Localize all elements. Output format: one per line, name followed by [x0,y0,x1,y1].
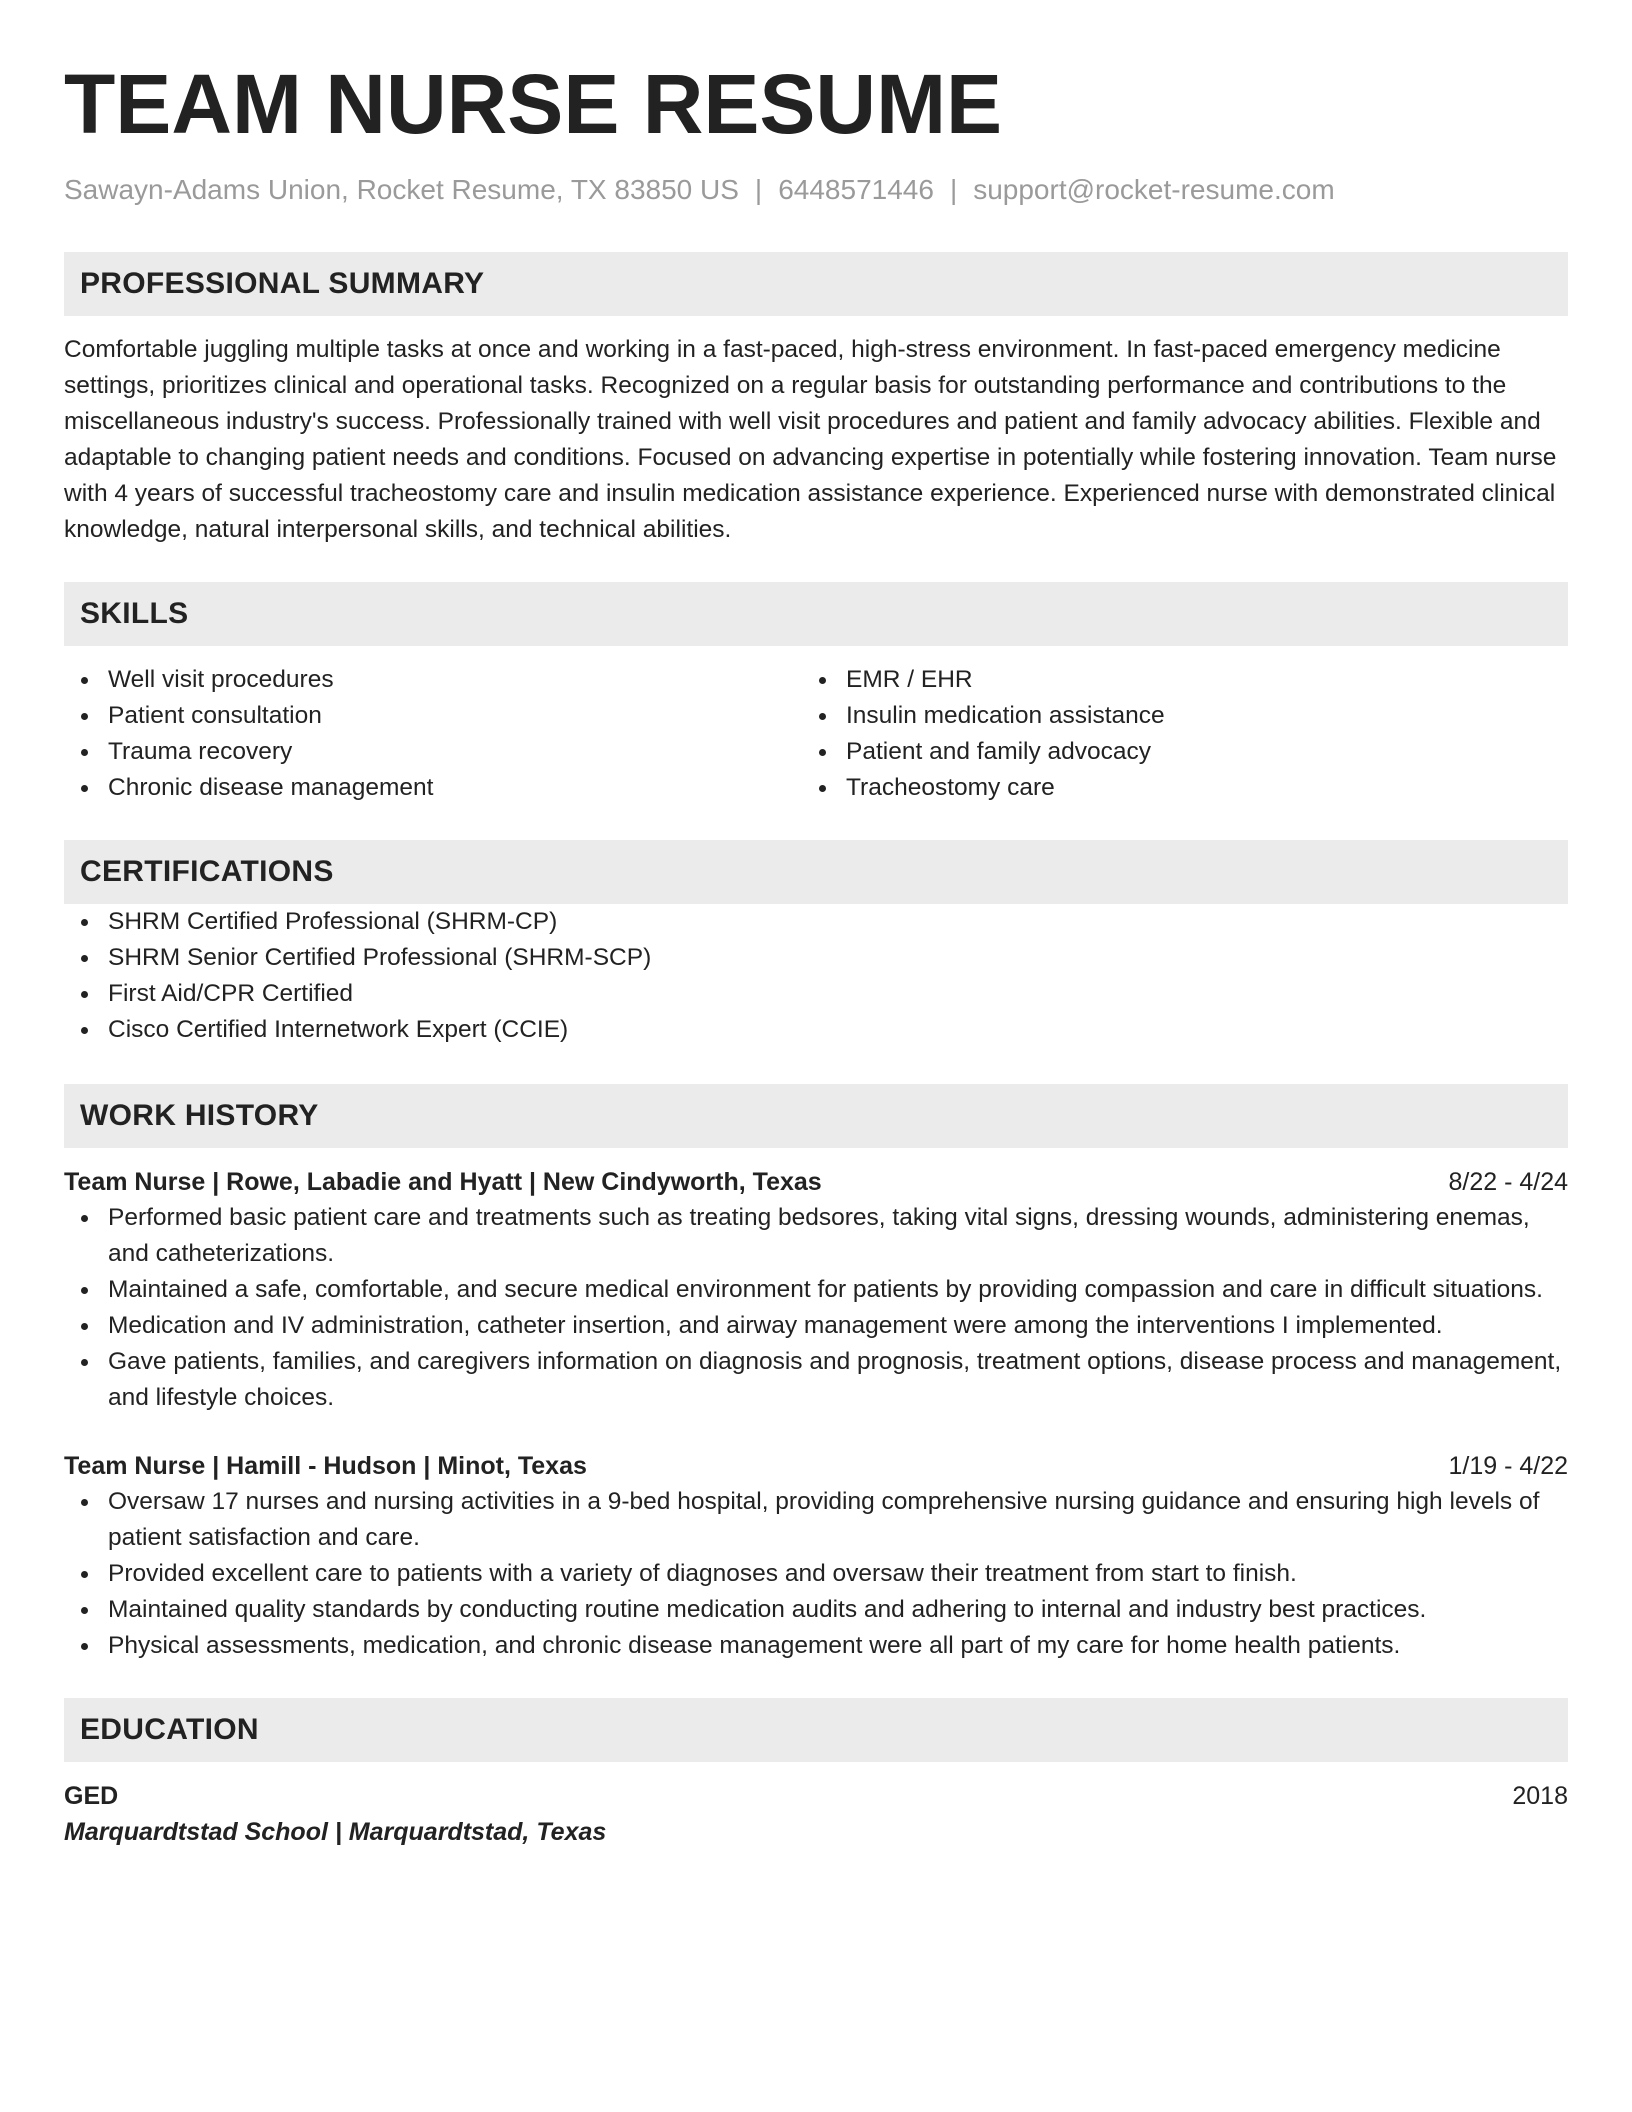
education-heading: EDUCATION [64,1698,1568,1762]
job-title: Team Nurse | Hamill - Hudson | Minot, Texas [64,1452,587,1480]
certifications-list [64,904,1568,1048]
skills-left-column [64,662,802,806]
job-bullet: Provided excellent care to patients with a variety of diagnoses and oversaw their treatment from start to finish. [64,1556,1568,1592]
education-school: Marquardtstad School | Marquardtstad, Texas [64,1818,607,1846]
job-header [64,1164,1568,1200]
certification-item: SHRM Senior Certified Professional (SHRM-SCP) [64,940,1568,976]
job-dates: 8/22 - 4/24 [1448,1168,1568,1196]
skills-grid [64,662,1568,806]
skill-item: Tracheostomy care [802,770,1540,806]
certification-item: First Aid/CPR Certified [64,976,1568,1012]
job-entry [64,1448,1568,1664]
certification-item: Cisco Certified Internetwork Expert (CCIE) [64,1012,1568,1048]
summary-text: Comfortable juggling multiple tasks at once and working in a fast-paced, high-stress environment. In fast-paced emergency medicine settings, prioritizes clinical and operational tasks. Recognized on a regular basis for outstanding performance and contributions to the miscellaneous industry's success. Professionally trained with well visit procedures and patient and family advocacy abilities. Flexible and adaptable to changing patient needs and conditions. Focused on advancing expertise in potentially while fostering innovation. Team nurse with 4 years of successful tracheostomy care and insulin medication assistance experience. Experienced nurse with demonstrated clinical knowledge, natural interpersonal skills, and technical abilities. [64,336,1557,543]
education-entry [64,1778,1568,1850]
contact-address: Sawayn-Adams Union, Rocket Resume, TX 83850 US [64,174,739,205]
job-dates: 1/19 - 4/22 [1448,1452,1568,1480]
skill-item: Insulin medication assistance [802,698,1540,734]
resume-title: TEAM NURSE RESUME [64,57,1003,151]
skill-item: Patient and family advocacy [802,734,1540,770]
certification-item: SHRM Certified Professional (SHRM-CP) [64,904,1568,940]
job-bullet: Medication and IV administration, catheter insertion, and airway management were among the interventions I implemented. [64,1308,1568,1344]
education-header [64,1778,1568,1814]
summary-heading: PROFESSIONAL SUMMARY [64,252,1568,316]
contact-email: support@rocket-resume.com [973,174,1335,205]
job-header [64,1448,1568,1484]
contact-separator: | [754,174,763,205]
skills-right-column [802,662,1540,806]
contact-line [64,172,1568,208]
skill-item: EMR / EHR [802,662,1540,698]
job-bullets [64,1200,1568,1416]
certifications-heading: CERTIFICATIONS [64,840,1568,904]
education-degree: GED [64,1782,119,1810]
skill-item: Well visit procedures [64,662,802,698]
contact-separator: | [949,174,958,205]
job-bullet: Physical assessments, medication, and chronic disease management were all part of my care for home health patients. [64,1628,1568,1664]
job-bullet: Oversaw 17 nurses and nursing activities in a 9-bed hospital, providing comprehensive nursing guidance and ensuring high levels of patient satisfaction and care. [64,1484,1568,1556]
skills-heading: SKILLS [64,582,1568,646]
job-entry [64,1164,1568,1416]
skill-item: Chronic disease management [64,770,802,806]
job-title: Team Nurse | Rowe, Labadie and Hyatt | New Cindyworth, Texas [64,1168,822,1196]
skill-item: Patient consultation [64,698,802,734]
job-bullets [64,1484,1568,1664]
job-bullet: Maintained a safe, comfortable, and secure medical environment for patients by providing compassion and care in difficult situations. [64,1272,1568,1308]
contact-phone: 6448571446 [778,174,934,205]
job-bullet: Performed basic patient care and treatments such as treating bedsores, taking vital signs, dressing wounds, administering enemas, and catheterizations. [64,1200,1568,1272]
work-history-heading: WORK HISTORY [64,1084,1568,1148]
job-bullet: Gave patients, families, and caregivers information on diagnosis and prognosis, treatment options, disease process and management, and lifestyle choices. [64,1344,1568,1416]
education-year: 2018 [1512,1782,1568,1810]
skill-item: Trauma recovery [64,734,802,770]
job-bullet: Maintained quality standards by conducting routine medication audits and adhering to internal and industry best practices. [64,1592,1568,1628]
